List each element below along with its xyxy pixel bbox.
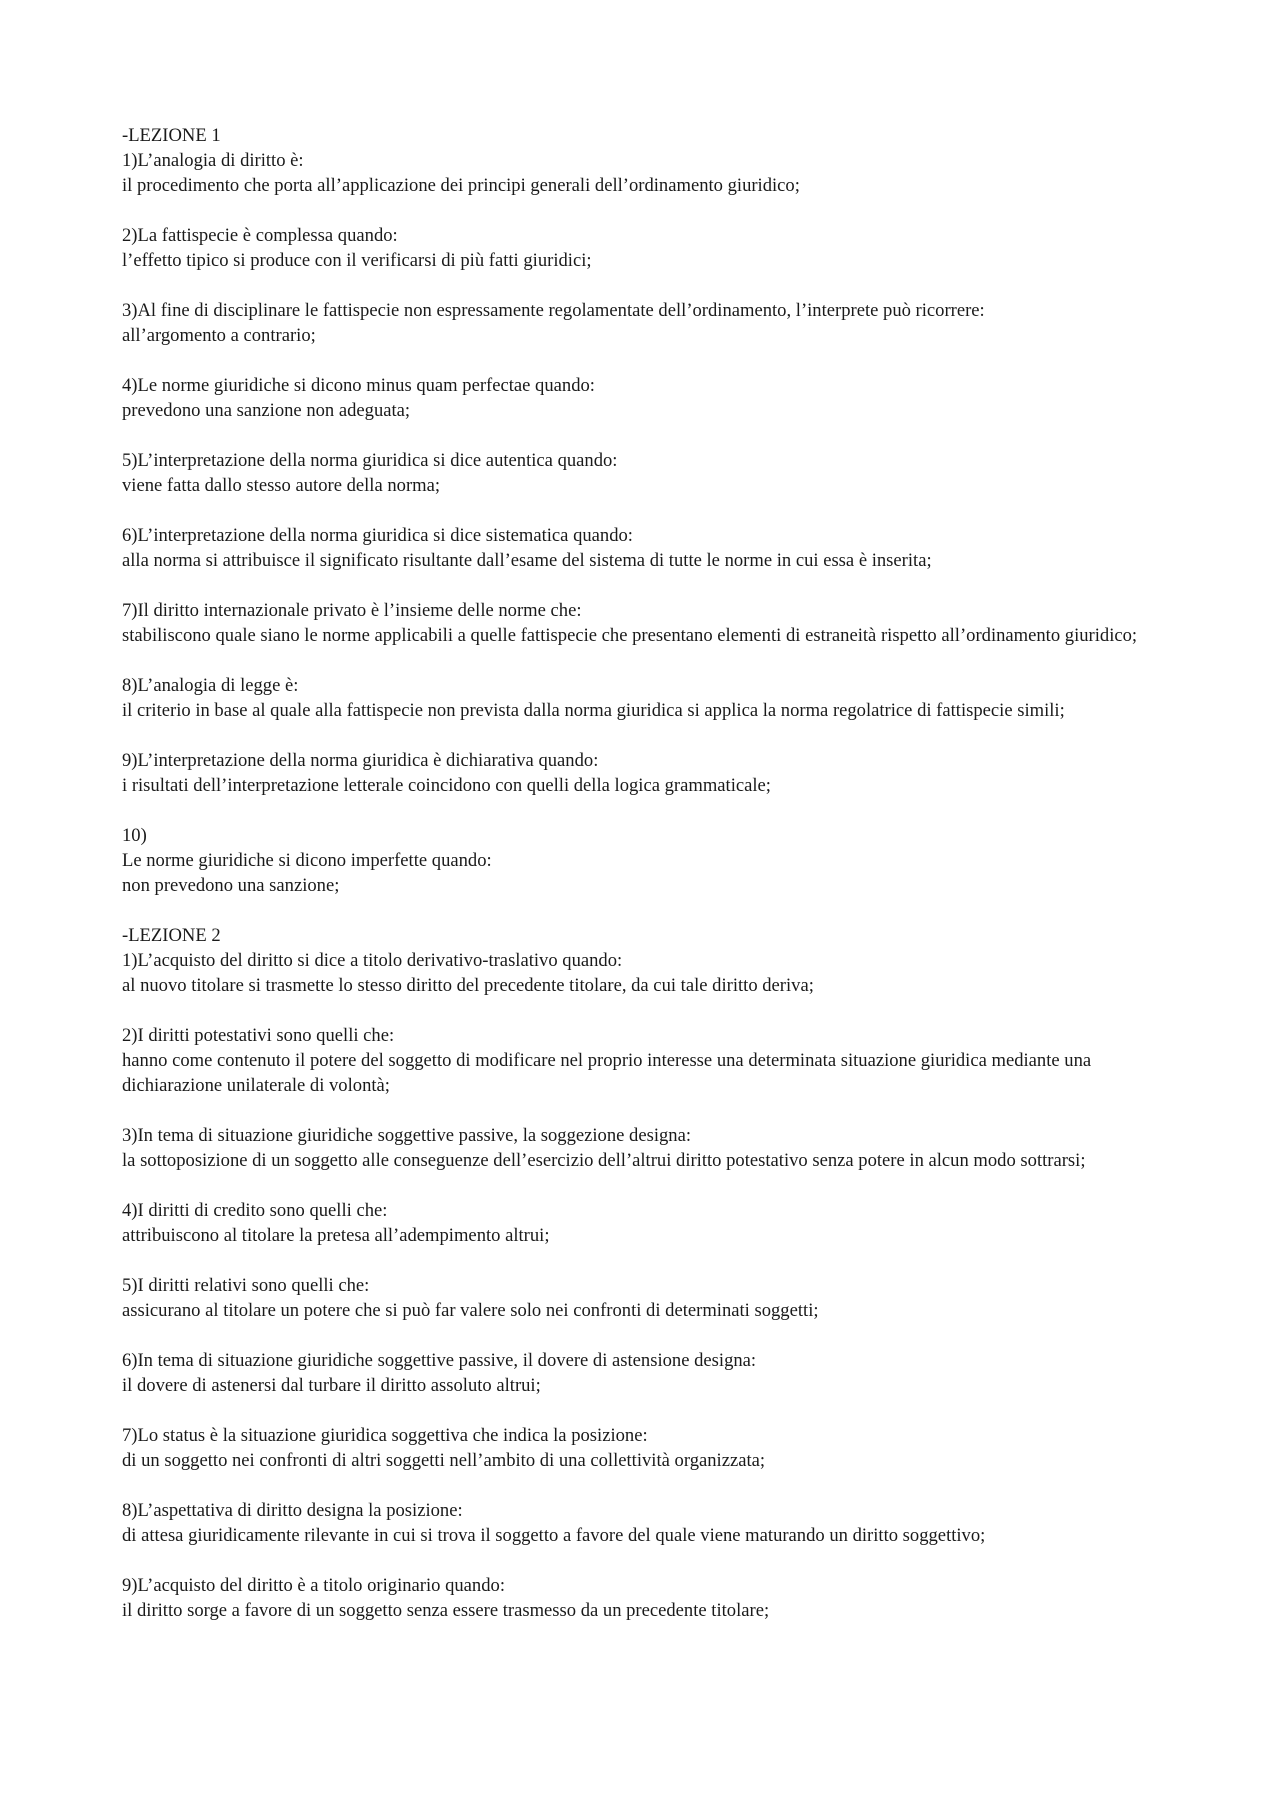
question-item <box>122 1273 1182 1323</box>
question-text: 1)L’acquisto del diritto si dice a titolo derivativo-traslativo quando: <box>122 950 623 971</box>
question-item <box>122 948 1182 998</box>
section-lezione-1 <box>122 123 1182 898</box>
answer-text: alla norma si attribuisce il significato risultante dall’esame del sistema di tutte le norme in cui essa è inserita; <box>122 550 932 571</box>
answer-text: assicurano al titolare un potere che si può far valere solo nei confronti di determinati soggetti; <box>122 1300 819 1321</box>
question-item <box>122 1348 1182 1398</box>
section-title: -LEZIONE 2 <box>122 925 221 946</box>
question-item <box>122 523 1182 573</box>
answer-text: la sottoposizione di un soggetto alle conseguenze dell’esercizio dell’altrui diritto potestativo senza potere in alcun modo sottrarsi; <box>122 1150 1086 1171</box>
question-text: 7)Lo status è la situazione giuridica soggettiva che indica la posizione: <box>122 1425 648 1446</box>
answer-text: stabiliscono quale siano le norme applicabili a quelle fattispecie che presentano elementi di estraneità rispetto all’ordinamento giuridico; <box>122 625 1138 646</box>
question-text: 8)L’aspettativa di diritto designa la posizione: <box>122 1500 463 1521</box>
question-text: 6)In tema di situazione giuridiche soggettive passive, il dovere di astensione designa: <box>122 1350 757 1371</box>
question-item <box>122 373 1182 423</box>
question-item <box>122 823 1182 898</box>
question-text: 8)L’analogia di legge è: <box>122 675 299 696</box>
answer-text: il criterio in base al quale alla fattispecie non prevista dalla norma giuridica si applica la norma regolatrice di fattispecie simili; <box>122 700 1065 721</box>
question-text: 2)La fattispecie è complessa quando: <box>122 225 398 246</box>
question-text: 4)Le norme giuridiche si dicono minus quam perfectae quando: <box>122 375 595 396</box>
answer-text: non prevedono una sanzione; <box>122 875 340 896</box>
question-item <box>122 673 1182 723</box>
question-item <box>122 748 1182 798</box>
question-text: 4)I diritti di credito sono quelli che: <box>122 1200 388 1221</box>
question-item <box>122 1498 1182 1548</box>
question-text: 2)I diritti potestativi sono quelli che: <box>122 1025 395 1046</box>
document-page <box>122 123 1182 1648</box>
section-lezione-2 <box>122 923 1182 1623</box>
question-item <box>122 148 1182 198</box>
answer-text: viene fatta dallo stesso autore della norma; <box>122 475 441 496</box>
question-item <box>122 1573 1182 1623</box>
answer-text: di un soggetto nei confronti di altri soggetti nell’ambito di una collettività organizzata; <box>122 1450 766 1471</box>
question-text: 7)Il diritto internazionale privato è l’insieme delle norme che: <box>122 600 582 621</box>
answer-text: l’effetto tipico si produce con il verificarsi di più fatti giuridici; <box>122 250 592 271</box>
answer-text: il diritto sorge a favore di un soggetto senza essere trasmesso da un precedente titolare; <box>122 1600 770 1621</box>
section-title: -LEZIONE 1 <box>122 125 221 146</box>
question-text: 9)L’acquisto del diritto è a titolo originario quando: <box>122 1575 505 1596</box>
question-item <box>122 598 1182 648</box>
question-text: 1)L’analogia di diritto è: <box>122 150 304 171</box>
question-text: Le norme giuridiche si dicono imperfette quando: <box>122 850 492 871</box>
question-text: 5)I diritti relativi sono quelli che: <box>122 1275 370 1296</box>
question-text: 5)L’interpretazione della norma giuridica si dice autentica quando: <box>122 450 618 471</box>
answer-text: attribuiscono al titolare la pretesa all’adempimento altrui; <box>122 1225 550 1246</box>
answer-text: al nuovo titolare si trasmette lo stesso diritto del precedente titolare, da cui tale diritto deriva; <box>122 975 814 996</box>
question-text: 9)L’interpretazione della norma giuridica è dichiarativa quando: <box>122 750 599 771</box>
question-number: 10) <box>122 825 147 846</box>
question-item <box>122 448 1182 498</box>
answer-text: prevedono una sanzione non adeguata; <box>122 400 411 421</box>
answer-text: hanno come contenuto il potere del soggetto di modificare nel proprio interesse una determinata situazione giuridica mediante una dichiarazione unilaterale di volontà; <box>122 1050 1092 1096</box>
answer-text: il procedimento che porta all’applicazione dei principi generali dell’ordinamento giuridico; <box>122 175 800 196</box>
question-item <box>122 1198 1182 1248</box>
question-item <box>122 1023 1182 1098</box>
question-text: 3)In tema di situazione giuridiche soggettive passive, la soggezione designa: <box>122 1125 692 1146</box>
answer-text: il dovere di astenersi dal turbare il diritto assoluto altrui; <box>122 1375 541 1396</box>
answer-text: i risultati dell’interpretazione letterale coincidono con quelli della logica grammaticale; <box>122 775 771 796</box>
question-item <box>122 223 1182 273</box>
question-item <box>122 298 1182 348</box>
question-item <box>122 1123 1182 1173</box>
answer-text: all’argomento a contrario; <box>122 325 316 346</box>
answer-text: di attesa giuridicamente rilevante in cui si trova il soggetto a favore del quale viene maturando un diritto soggettivo; <box>122 1525 986 1546</box>
question-text: 6)L’interpretazione della norma giuridica si dice sistematica quando: <box>122 525 633 546</box>
question-text: 3)Al fine di disciplinare le fattispecie non espressamente regolamentate dell’ordinamento, l’interprete può ricorrere: <box>122 300 985 321</box>
question-item <box>122 1423 1182 1473</box>
